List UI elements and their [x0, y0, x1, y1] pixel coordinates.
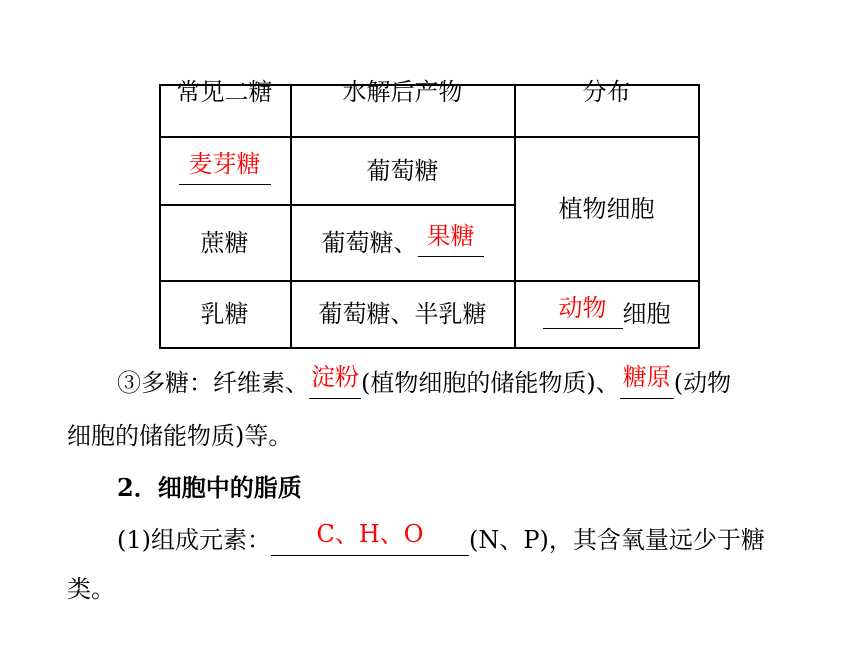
fill-blank: [271, 520, 469, 556]
table-cell: 乳糖: [200, 300, 249, 328]
fill-blank: [620, 363, 674, 399]
answer-text: 麦芽糖: [188, 150, 261, 178]
cell-text: 细胞: [622, 300, 671, 328]
table-cell: 植物细胞: [558, 194, 655, 223]
table-border: [698, 84, 700, 349]
table-cell: 葡萄糖、半乳糖: [318, 300, 487, 328]
composition-line2: 类。: [67, 575, 115, 603]
section-heading: 2．细胞中的脂质: [117, 473, 302, 502]
composition-line1: [117, 520, 765, 556]
text: ③多糖：纤维素、: [117, 369, 309, 397]
table-header-cell: 分布: [582, 78, 631, 106]
table-header-cell: 常见二糖: [176, 78, 273, 106]
table-border: [159, 347, 700, 349]
answer-text: 动物: [558, 293, 607, 322]
polysaccharide-line1: [117, 363, 732, 399]
table-cell: [159, 137, 290, 204]
answer-text: 果糖: [426, 222, 475, 250]
answer-text: C、H、O: [316, 520, 424, 548]
disaccharide-table: [159, 78, 700, 349]
answer-text: 淀粉: [311, 363, 359, 391]
text: (1)组成元素：: [117, 526, 271, 554]
table-cell: 葡萄糖: [366, 156, 439, 185]
table-cell: [291, 205, 514, 280]
cell-text: 葡萄糖、: [321, 228, 418, 257]
text: (N、P)，其含氧量远少于糖: [469, 526, 765, 554]
table-cell: 蔗糖: [200, 228, 249, 257]
table-cell: [515, 281, 698, 347]
fill-blank: [543, 293, 623, 329]
text: (动物: [673, 369, 732, 397]
answer-text: 糖原: [622, 363, 671, 391]
fill-blank: [179, 150, 271, 185]
fill-blank: [309, 363, 361, 399]
table-header-cell: 水解后产物: [342, 78, 463, 106]
fill-blank: [418, 222, 484, 257]
text: (植物细胞的储能物质)、: [361, 369, 620, 397]
polysaccharide-line2: 细胞的储能物质)等。: [67, 422, 293, 450]
